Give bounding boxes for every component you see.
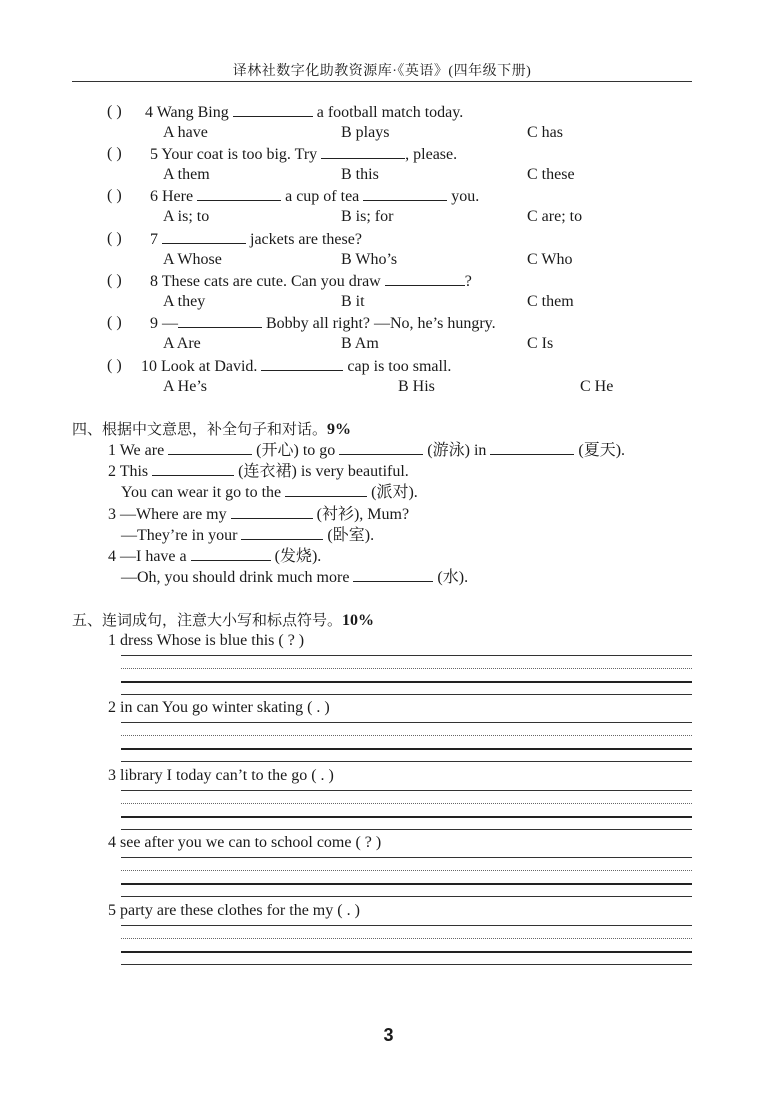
line-text: (水).: [437, 569, 469, 586]
line-text: (开心) to go: [256, 442, 336, 459]
option-c: C has: [527, 124, 563, 141]
stem-part: a cup of tea: [285, 188, 360, 205]
option-a: A Are: [163, 335, 201, 352]
answer-blank[interactable]: [231, 504, 313, 519]
fill-line-6: [108, 546, 321, 567]
scramble-item-2: 2 in can You go winter skating ( . ): [108, 699, 330, 716]
writing-line: [121, 790, 692, 791]
section-title-text: 五、连词成句，注意大小写和标点符号。: [72, 611, 343, 629]
section-score: 10%: [342, 612, 375, 629]
fill-line-1: [108, 440, 625, 461]
option-c: C He: [580, 378, 614, 395]
line-text: 2 This: [108, 463, 149, 480]
writing-line: [121, 883, 692, 885]
option-c: C are; to: [527, 208, 583, 225]
answer-bracket-q7[interactable]: ( ): [107, 230, 122, 247]
writing-line: [121, 964, 692, 965]
option-b: B this: [341, 166, 379, 183]
stem-part: cap is too small.: [347, 358, 452, 375]
answer-blank[interactable]: [197, 186, 281, 201]
question-9-stem: [150, 313, 496, 334]
section-5-title: [72, 610, 374, 631]
writing-line: [121, 925, 692, 926]
option-b: B His: [398, 378, 435, 395]
line-text: 4 —I have a: [108, 548, 187, 565]
option-a: A He’s: [163, 378, 207, 395]
option-b: B Am: [341, 335, 379, 352]
writing-line: [121, 938, 692, 939]
line-text: You can wear it go to the: [121, 484, 282, 501]
answer-blank[interactable]: [178, 313, 262, 328]
fill-line-7: [121, 567, 468, 588]
line-text: —Oh, you should drink much more: [121, 569, 350, 586]
fill-line-5: [121, 525, 374, 546]
option-c: C Is: [527, 335, 554, 352]
fill-line-4: [108, 504, 409, 525]
answer-blank[interactable]: [363, 186, 447, 201]
writing-line: [121, 829, 692, 830]
answer-bracket-q5[interactable]: ( ): [107, 145, 122, 162]
stem-part: 9 —: [150, 315, 178, 332]
writing-line: [121, 694, 692, 695]
answer-blank[interactable]: [321, 144, 405, 159]
answer-blank[interactable]: [152, 461, 234, 476]
scramble-item-3: 3 library I today can’t to the go ( . ): [108, 767, 334, 784]
writing-line: [121, 748, 692, 750]
line-text: (卧室).: [327, 527, 375, 544]
stem-part: 7: [150, 231, 158, 248]
writing-line: [121, 951, 692, 953]
stem-part: 6 Here: [150, 188, 194, 205]
answer-blank[interactable]: [490, 440, 574, 455]
header-rule: [72, 81, 692, 82]
answer-bracket-q6[interactable]: ( ): [107, 187, 122, 204]
answer-blank[interactable]: [385, 271, 465, 286]
fill-line-3: [121, 482, 418, 503]
option-c: C them: [527, 293, 574, 310]
answer-blank[interactable]: [168, 440, 252, 455]
writing-line: [121, 896, 692, 897]
option-c: C Who: [527, 251, 573, 268]
line-text: 3 —Where are my: [108, 506, 227, 523]
line-text: 1 We are: [108, 442, 165, 459]
question-10-stem: [141, 356, 451, 377]
answer-blank[interactable]: [162, 229, 246, 244]
writing-line: [121, 722, 692, 723]
answer-bracket-q8[interactable]: ( ): [107, 272, 122, 289]
answer-blank[interactable]: [261, 356, 343, 371]
line-text: (发烧).: [274, 548, 322, 565]
answer-blank[interactable]: [339, 440, 423, 455]
option-a: A them: [163, 166, 210, 183]
fill-line-2: [108, 461, 409, 482]
line-text: (派对).: [371, 484, 418, 501]
question-4-stem: [145, 102, 463, 123]
answer-bracket-q4[interactable]: ( ): [107, 103, 122, 120]
writing-line: [121, 803, 692, 804]
option-b: B is; for: [341, 208, 394, 225]
option-a: A have: [163, 124, 208, 141]
stem-part: , please.: [405, 146, 458, 163]
writing-line: [121, 816, 692, 818]
writing-line: [121, 668, 692, 669]
stem-part: Bobby all right? —No, he’s hungry.: [266, 315, 496, 332]
scramble-item-4: 4 see after you we can to school come ( ? ): [108, 834, 382, 851]
answer-bracket-q9[interactable]: ( ): [107, 314, 122, 331]
stem-part: 10 Look at David.: [141, 358, 258, 375]
section-4-title: [72, 419, 351, 440]
option-a: A they: [163, 293, 206, 310]
page-header: 译林社数字化助教资源库·《英语》(四年级下册): [232, 64, 532, 79]
scramble-item-5: 5 party are these clothes for the my ( . ): [108, 902, 360, 919]
question-8-stem: [150, 271, 472, 292]
answer-blank[interactable]: [285, 482, 367, 497]
question-7-stem: [150, 229, 362, 250]
answer-blank[interactable]: [241, 525, 323, 540]
stem-part: you.: [451, 188, 480, 205]
answer-blank[interactable]: [191, 546, 271, 561]
writing-line: [121, 870, 692, 871]
answer-blank[interactable]: [233, 102, 313, 117]
option-c: C these: [527, 166, 575, 183]
stem-part: 4 Wang Bing: [145, 104, 229, 121]
stem-part: 8 These cats are cute. Can you draw: [150, 273, 381, 290]
page-number: 3: [383, 1025, 394, 1045]
line-text: (衬衫), Mum?: [316, 506, 410, 523]
option-a: A is; to: [163, 208, 210, 225]
question-6-stem: [150, 186, 479, 207]
stem-part: ?: [464, 273, 472, 290]
option-b: B Who’s: [341, 251, 398, 268]
stem-part: jackets are these?: [250, 231, 362, 248]
question-5-stem: [150, 144, 457, 165]
option-b: B it: [341, 293, 365, 310]
answer-bracket-q10[interactable]: ( ): [107, 357, 122, 374]
writing-line: [121, 857, 692, 858]
writing-line: [121, 681, 692, 683]
option-b: B plays: [341, 124, 390, 141]
answer-blank[interactable]: [353, 567, 433, 582]
line-text: —They’re in your: [121, 527, 238, 544]
section-title-text: 四、根据中文意思，补全句子和对话。: [72, 420, 328, 438]
writing-line: [121, 761, 692, 762]
line-text: (连衣裙) is very beautiful.: [238, 463, 409, 480]
line-text: (游泳) in: [427, 442, 487, 459]
section-score: 9%: [327, 421, 352, 438]
line-text: (夏天).: [578, 442, 626, 459]
option-a: A Whose: [163, 251, 222, 268]
stem-part: 5 Your coat is too big. Try: [150, 146, 318, 163]
scramble-item-1: 1 dress Whose is blue this ( ? ): [108, 632, 305, 649]
writing-line: [121, 735, 692, 736]
writing-line: [121, 655, 692, 656]
stem-part: a football match today.: [316, 104, 464, 121]
